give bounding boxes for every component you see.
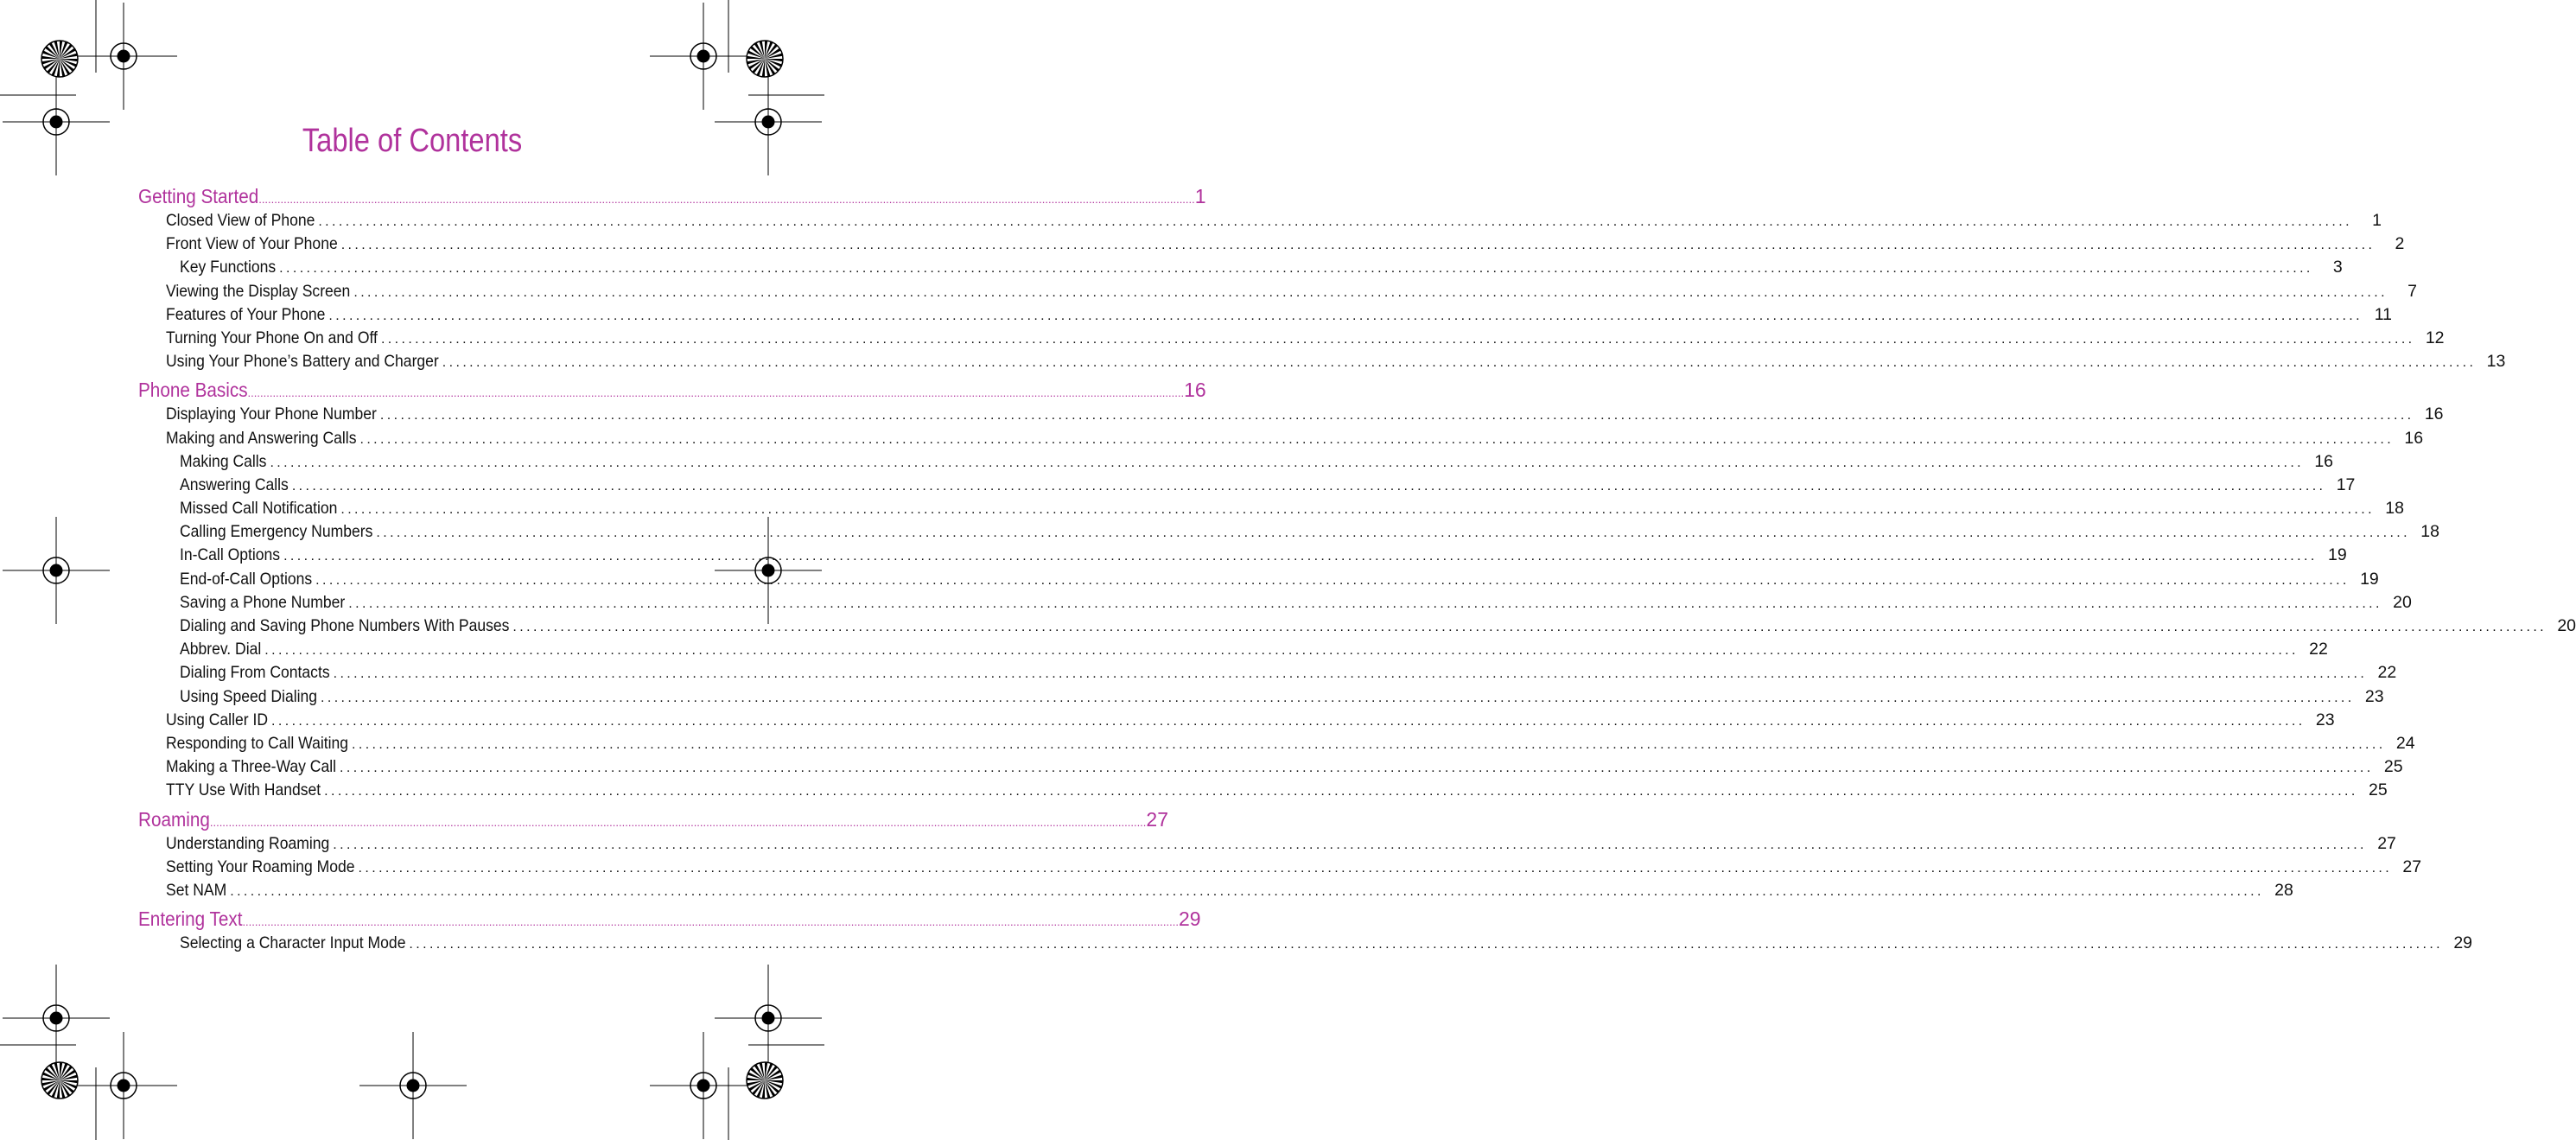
toc-page-number: 18 bbox=[2420, 522, 2439, 542]
toc-section bbox=[138, 906, 1201, 932]
toc-page-number: 1 bbox=[2372, 211, 2382, 230]
crosshair-dot bbox=[762, 1012, 775, 1025]
toc-entry-title: Dialing and Saving Phone Numbers With Pauses bbox=[180, 616, 510, 635]
dot-leader: ............................................................................................................................................................................................................................................................................................................ bbox=[348, 595, 2382, 611]
dot-leader: ............................................................................................................................................................................................................................................................................................................ bbox=[340, 502, 2375, 518]
toc-page-number: 27 bbox=[2402, 857, 2422, 876]
toc-page-number: 27 bbox=[2377, 833, 2396, 853]
toc-page-number: 11 bbox=[2374, 304, 2392, 324]
dot-leader: ............................................................................................................................................................................................................................................................................................................ bbox=[359, 431, 2395, 447]
toc-page-number: 27 bbox=[1146, 807, 1168, 831]
toc-entry-title: In-Call Options bbox=[180, 545, 281, 565]
toc-page-number: 22 bbox=[2309, 640, 2328, 659]
crosshair-dot bbox=[697, 50, 710, 63]
toc-page-number: 25 bbox=[2383, 757, 2403, 777]
toc-entry-title: Selecting a Character Input Mode bbox=[180, 933, 406, 953]
toc-page-number: 20 bbox=[2557, 616, 2576, 635]
toc-entry bbox=[138, 280, 2417, 303]
toc-page-number: 17 bbox=[2336, 474, 2356, 494]
toc-entry bbox=[138, 709, 2335, 732]
toc-entry-title: Making and Answering Calls bbox=[166, 428, 357, 448]
dot-leader: ............................................................................................................................................................................................................................................................................................................ bbox=[358, 860, 2393, 876]
toc-entry-title: Setting Your Roaming Mode bbox=[166, 857, 355, 876]
toc-entry bbox=[138, 232, 2405, 256]
dot-leader: ............................................................................................................................................................................................................................................................................................................ bbox=[242, 915, 1179, 929]
toc-entry bbox=[138, 932, 2473, 955]
crosshair-dot bbox=[407, 1079, 420, 1092]
toc-page-number: 16 bbox=[2424, 404, 2444, 424]
toc-entry-title: Phone Basics bbox=[138, 379, 248, 402]
toc-entry-title: Displaying Your Phone Number bbox=[166, 404, 377, 424]
dot-leader: ............................................................................................................................................................................................................................................................................................................ bbox=[333, 666, 2368, 682]
toc-entry-title: Missed Call Notification bbox=[180, 499, 338, 519]
toc-page-number: 29 bbox=[2453, 933, 2473, 953]
toc-page-number: 19 bbox=[2360, 569, 2379, 589]
toc-entry bbox=[138, 544, 2347, 567]
toc-entry-title: Dialing From Contacts bbox=[180, 663, 330, 683]
toc-entry-title: Responding to Call Waiting bbox=[166, 733, 349, 753]
toc-entry-title: Using Caller ID bbox=[166, 710, 269, 729]
toc-page-number: 16 bbox=[2314, 451, 2334, 471]
toc-entry-title: Closed View of Phone bbox=[166, 211, 315, 230]
dot-leader: ............................................................................................................................................................................................................................................................................................................ bbox=[353, 284, 2388, 300]
toc-entry-title: Saving a Phone Number bbox=[180, 592, 346, 612]
toc-page-number: 25 bbox=[2369, 780, 2388, 800]
toc-entry-title: End-of-Call Options bbox=[180, 569, 313, 589]
toc-page-number: 22 bbox=[2377, 663, 2397, 683]
dot-leader: ............................................................................................................................................................................................................................................................................................................ bbox=[352, 736, 2386, 752]
toc-page-number: 29 bbox=[1178, 908, 1201, 931]
dot-leader: ............................................................................................................................................................................................................................................................................................................ bbox=[409, 937, 2444, 952]
toc-entry-title: Viewing the Display Screen bbox=[166, 281, 351, 301]
toc-entry-title: Front View of Your Phone bbox=[166, 234, 338, 254]
dot-leader: ............................................................................................................................................................................................................................................................................................................ bbox=[340, 238, 2376, 253]
toc-entry bbox=[138, 755, 2403, 779]
toc-page-number: 2 bbox=[2395, 234, 2405, 254]
dot-leader: ............................................................................................................................................................................................................................................................................................................ bbox=[315, 572, 2350, 588]
toc-page-number: 1 bbox=[1194, 185, 1206, 207]
dot-leader: ............................................................................................................................................................................................................................................................................................................ bbox=[271, 713, 2306, 729]
dot-leader: ............................................................................................................................................................................................................................................................................................................ bbox=[380, 331, 2415, 347]
toc-entry bbox=[138, 403, 2444, 426]
dot-leader: ............................................................................................................................................................................................................................................................................................................ bbox=[291, 478, 2326, 494]
dot-leader: ............................................................................................................................................................................................................................................................................................................ bbox=[258, 193, 1195, 206]
toc-page-number: 24 bbox=[2395, 733, 2415, 753]
toc-entry bbox=[138, 591, 2412, 615]
toc-entry-title: Getting Started bbox=[138, 185, 259, 207]
toc-section bbox=[138, 183, 1206, 209]
toc-entry bbox=[138, 497, 2404, 520]
toc-page-number: 23 bbox=[2364, 686, 2384, 706]
toc-entry-title: Using Speed Dialing bbox=[180, 686, 318, 706]
toc-entry-title: TTY Use With Handset bbox=[166, 780, 321, 800]
toc-entry-title: Entering Text bbox=[138, 908, 243, 931]
toc-entry-title: Understanding Roaming bbox=[166, 833, 330, 853]
toc-entry-title: Features of Your Phone bbox=[166, 304, 326, 324]
toc-entry bbox=[138, 832, 2396, 856]
crosshair-dot bbox=[50, 1012, 63, 1025]
dot-leader: ............................................................................................................................................................................................................................................................................................................ bbox=[328, 308, 2363, 323]
toc-page-number: 7 bbox=[2407, 281, 2417, 301]
toc-page-number: 12 bbox=[2425, 328, 2445, 347]
toc-entry bbox=[138, 856, 2422, 879]
toc-entry bbox=[138, 327, 2445, 350]
toc-page-number: 16 bbox=[1184, 379, 1206, 402]
toc-entry bbox=[138, 661, 2397, 685]
toc-entry bbox=[138, 209, 2382, 232]
dot-leader: ............................................................................................................................................................................................................................................................................................................ bbox=[512, 620, 2547, 634]
toc-entry bbox=[138, 879, 2293, 902]
toc-entry bbox=[138, 615, 2576, 638]
dot-leader: ............................................................................................................................................................................................................................................................................................................ bbox=[230, 883, 2264, 899]
dot-leader: ............................................................................................................................................................................................................................................................................................................ bbox=[279, 261, 2313, 277]
page-title: Table of Contents bbox=[302, 123, 523, 159]
dot-leader: ............................................................................................................................................................................................................................................................................................................ bbox=[321, 690, 2355, 705]
toc-page-number: 19 bbox=[2327, 545, 2347, 565]
dot-leader: ............................................................................................................................................................................................................................................................................................................ bbox=[376, 525, 2410, 541]
dot-leader: ............................................................................................................................................................................................................................................................................................................ bbox=[379, 408, 2414, 424]
toc-page-number: 20 bbox=[2393, 592, 2412, 612]
toc-entry bbox=[138, 303, 2392, 327]
toc-page-number: 23 bbox=[2315, 710, 2335, 729]
dot-leader: ............................................................................................................................................................................................................................................................................................................ bbox=[324, 784, 2358, 799]
toc-page-number: 28 bbox=[2274, 880, 2293, 900]
crosshair-dot bbox=[697, 1079, 710, 1092]
dot-leader: ............................................................................................................................................................................................................................................................................................................ bbox=[209, 815, 1147, 829]
toc-entry bbox=[138, 568, 2379, 591]
crosshair-dot bbox=[118, 50, 130, 63]
toc-entry bbox=[138, 427, 2424, 450]
dot-leader: ............................................................................................................................................................................................................................................................................................................ bbox=[333, 837, 2367, 852]
toc-entry-title: Abbrev. Dial bbox=[180, 640, 262, 659]
table-of-contents bbox=[138, 180, 2576, 955]
dot-leader: ............................................................................................................................................................................................................................................................................................................ bbox=[283, 549, 2318, 564]
toc-entry bbox=[138, 732, 2415, 755]
crosshair-dot bbox=[50, 564, 63, 577]
dot-leader: ............................................................................................................................................................................................................................................................................................................ bbox=[264, 643, 2299, 659]
dot-leader: ............................................................................................................................................................................................................................................................................................................ bbox=[442, 355, 2477, 371]
toc-page-number: 16 bbox=[2404, 428, 2424, 448]
toc-entry-title: Using Your Phone’s Battery and Charger bbox=[166, 352, 439, 372]
toc-entry-title: Roaming bbox=[138, 807, 210, 831]
toc-entry-title: Calling Emergency Numbers bbox=[180, 522, 373, 542]
toc-entry-title: Making a Three-Way Call bbox=[166, 757, 337, 777]
toc-entry bbox=[138, 450, 2334, 474]
dot-leader: ............................................................................................................................................................................................................................................................................................................ bbox=[340, 761, 2374, 776]
toc-entry bbox=[138, 685, 2384, 709]
toc-page-number: 13 bbox=[2486, 352, 2506, 372]
toc-page-number: 3 bbox=[2332, 258, 2343, 277]
dot-leader: ............................................................................................................................................................................................................................................................................................................ bbox=[247, 386, 1185, 400]
toc-entry-title: Answering Calls bbox=[180, 474, 289, 494]
toc-entry-title: Set NAM bbox=[166, 880, 227, 900]
crosshair-dot bbox=[118, 1079, 130, 1092]
dot-leader: ............................................................................................................................................................................................................................................................................................................ bbox=[318, 214, 2352, 229]
toc-entry-title: Turning Your Phone On and Off bbox=[166, 328, 378, 347]
toc-entry bbox=[138, 779, 2388, 802]
toc-entry-title: Making Calls bbox=[180, 451, 267, 471]
toc-entry bbox=[138, 520, 2439, 544]
toc-entry bbox=[138, 638, 2328, 661]
toc-section bbox=[138, 806, 1168, 832]
toc-section bbox=[138, 377, 1206, 403]
dot-leader: ............................................................................................................................................................................................................................................................................................................ bbox=[270, 455, 2305, 470]
toc-entry-title: Key Functions bbox=[180, 258, 277, 277]
toc-entry bbox=[138, 350, 2506, 373]
toc-page-number: 18 bbox=[2385, 499, 2404, 519]
toc-entry bbox=[138, 474, 2356, 497]
toc-entry bbox=[138, 256, 2343, 279]
